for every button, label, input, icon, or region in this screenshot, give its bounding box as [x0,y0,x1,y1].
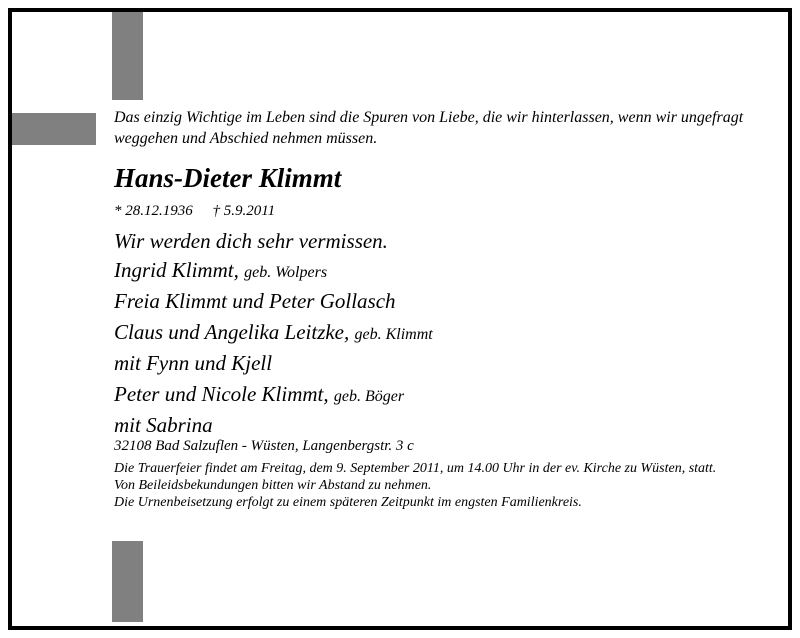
mourner-suffix: geb. Klimmt [354,326,433,343]
mourner-line [114,380,433,411]
condolence-note: Von Beileidsbekundungen bitten wir Abstand zu nehmen. [114,478,432,493]
funeral-service-note: Die Trauerfeier findet am Freitag, dem 9. September 2011, um 14.00 Uhr in der ev. Kirche zu Wüsten, statt. [114,461,717,476]
mourner-name: Ingrid Klimmt, [114,258,239,282]
cross-bar-left [12,113,96,145]
urn-burial-note: Die Urnenbeisetzung erfolgt zu einem späteren Zeitpunkt im engsten Familienkreis. [114,495,582,510]
mourner-name: mit Sabrina [114,413,213,437]
mourner-line [114,256,433,287]
ceremony-notes [114,460,764,511]
death-date: † 5.9.2011 [212,203,276,219]
mourner-name: mit Fynn und Kjell [114,351,273,375]
mourner-name: Peter und Nicole Klimmt, [114,382,329,406]
mourners-intro: Wir werden dich sehr vermissen. [114,229,388,253]
family-address: 32108 Bad Salzuflen - Wüsten, Langenbergstr. 3 c [114,438,414,454]
mourner-line [114,318,433,349]
mourner-line [114,349,433,380]
life-dates [114,201,291,221]
cross-bar-bottom [112,541,143,622]
mourner-line [114,287,433,318]
mourners-block [114,227,433,442]
mourner-suffix: geb. Wolpers [244,264,328,281]
cross-bar-top [112,12,143,100]
memorial-quote: Das einzig Wichtige im Leben sind die Spuren von Liebe, die wir hinterlassen, wenn wir ungefragt weggehen und Abschied nehmen müssen. [114,109,744,147]
deceased-name: Hans-Dieter Klimmt [114,163,342,193]
mourner-name: Freia Klimmt und Peter Gollasch [114,289,396,313]
mourner-name: Claus und Angelika Leitzke, [114,320,350,344]
birth-date: * 28.12.1936 [114,203,193,219]
mourner-suffix: geb. Böger [333,388,405,405]
